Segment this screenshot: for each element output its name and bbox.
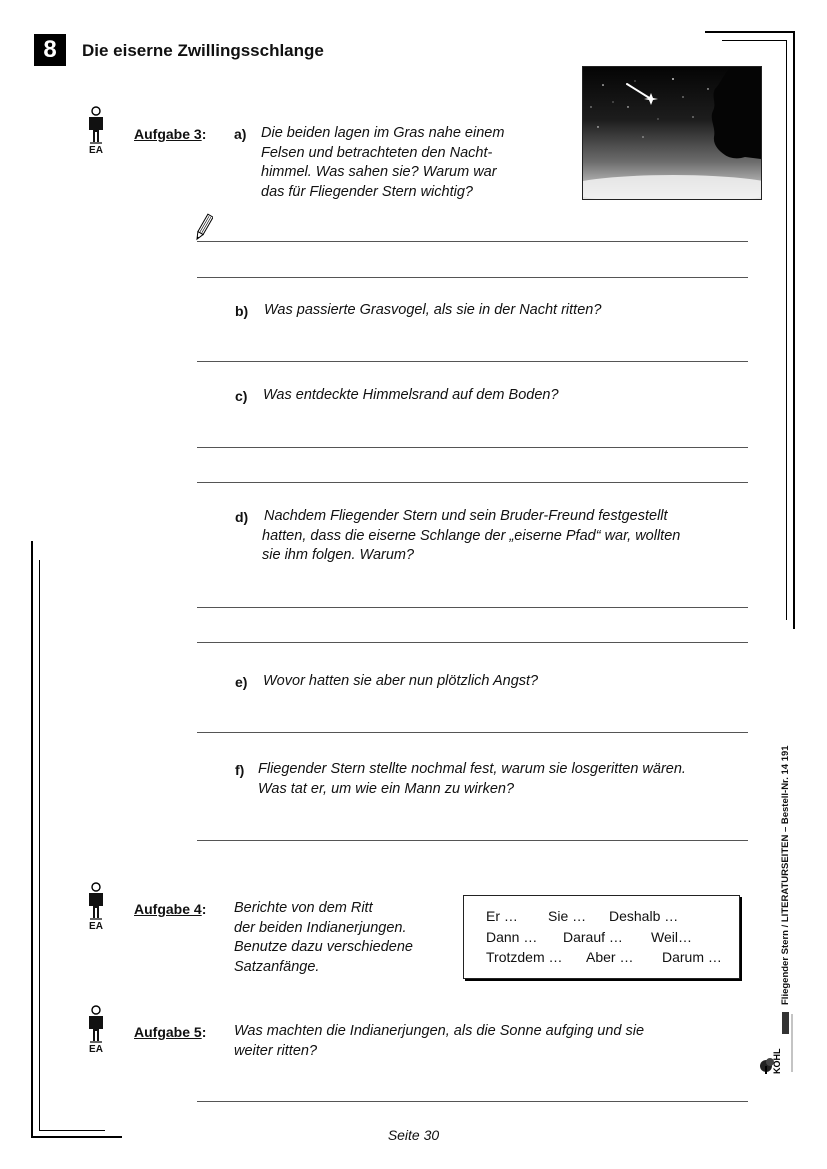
publisher-name: KOHL — [772, 1048, 782, 1074]
publisher-logo — [758, 1010, 798, 1076]
answer-line[interactable] — [197, 447, 748, 448]
sidebar-text: Fliegender Stern / LITERATURSEITEN – Bestell-Nr. 14 191 — [780, 745, 791, 1005]
ea-label: EA — [89, 921, 103, 932]
question-e-text: Wovor hatten sie aber nun plötzlich Angst? — [263, 673, 539, 689]
sentence-starter: Aber … — [586, 949, 634, 965]
question-d-text: Nachdem Fliegender Stern und sein Bruder-Freund festgestellt hatten, dass die eiserne Schlange der „eiserne Pfad“ war, wollten sie ihm folgen. Warum? — [262, 508, 681, 563]
question-b-text: Was passierte Grasvogel, als sie in der Nacht ritten? — [264, 302, 602, 318]
answer-line[interactable] — [197, 607, 748, 608]
sidebar-publication-info — [762, 720, 802, 1005]
answer-line[interactable] — [197, 732, 748, 733]
question-f-letter: f) — [235, 762, 245, 778]
frame-bottom-left-v1 — [31, 541, 33, 1138]
answer-line[interactable] — [197, 361, 748, 362]
sentence-starter: Weil… — [651, 929, 692, 945]
answer-line[interactable] — [197, 840, 748, 841]
question-d-letter: d) — [235, 509, 249, 525]
sentence-starter: Er … — [486, 908, 518, 924]
night-sky-image — [582, 66, 762, 200]
page-title: Die eiserne Zwillingsschlange — [82, 41, 324, 60]
page-number: Seite 30 — [387, 1127, 440, 1143]
task-5-label: Aufgabe 5: — [134, 1024, 207, 1040]
child-figure-icon — [84, 882, 108, 932]
child-figure-icon — [84, 1005, 108, 1055]
ea-label: EA — [89, 1044, 103, 1055]
answer-line[interactable] — [197, 642, 748, 643]
frame-top-right-h1 — [705, 31, 793, 33]
answer-line[interactable] — [197, 482, 748, 483]
child-figure-icon — [84, 106, 108, 156]
answer-line[interactable] — [197, 277, 748, 278]
frame-top-right-v1 — [793, 31, 795, 629]
question-b-letter: b) — [235, 303, 249, 319]
question-f-text: Fliegender Stern stellte nochmal fest, warum sie losgeritten wären. Was tat er, um wie ein Mann zu wirken? — [258, 761, 686, 797]
answer-line[interactable] — [197, 1101, 748, 1102]
frame-top-right-v2 — [786, 40, 787, 620]
ea-label: EA — [89, 145, 103, 156]
sentence-starter: Deshalb … — [609, 908, 679, 924]
task-3-label: Aufgabe 3: — [134, 126, 207, 142]
sentence-starter: Darum … — [662, 949, 722, 965]
task-4-label: Aufgabe 4: — [134, 901, 207, 917]
question-c-text: Was entdeckte Himmelsrand auf dem Boden? — [263, 387, 559, 403]
question-c-letter: c) — [235, 388, 248, 404]
task-5-text: Was machten die Indianerjungen, als die Sonne aufging und sie weiter ritten? — [234, 1023, 645, 1059]
question-e-letter: e) — [235, 674, 248, 690]
answer-line[interactable] — [197, 241, 748, 242]
pencil-icon — [195, 212, 213, 242]
task-4-text: Berichte von dem Ritt der beiden Indianerjungen. Benutze dazu verschiedene Satzanfänge. — [234, 900, 413, 975]
question-a-letter: a) — [234, 126, 247, 142]
chapter-number: 8 — [34, 34, 66, 66]
sentence-starter: Darauf … — [563, 929, 623, 945]
sentence-starter: Sie … — [548, 908, 587, 924]
frame-bottom-left-v2 — [39, 560, 40, 1130]
question-a-text: Die beiden lagen im Gras nahe einem Felsen und betrachteten den Nacht- himmel. Was sahen sie? Warum war das für Fliegender Stern wichtig? — [261, 125, 505, 200]
frame-top-right-h2 — [722, 40, 786, 41]
sentence-starter: Trotzdem … — [486, 949, 563, 965]
sentence-starter-box — [463, 895, 740, 979]
sentence-starter: Dann … — [486, 929, 538, 945]
